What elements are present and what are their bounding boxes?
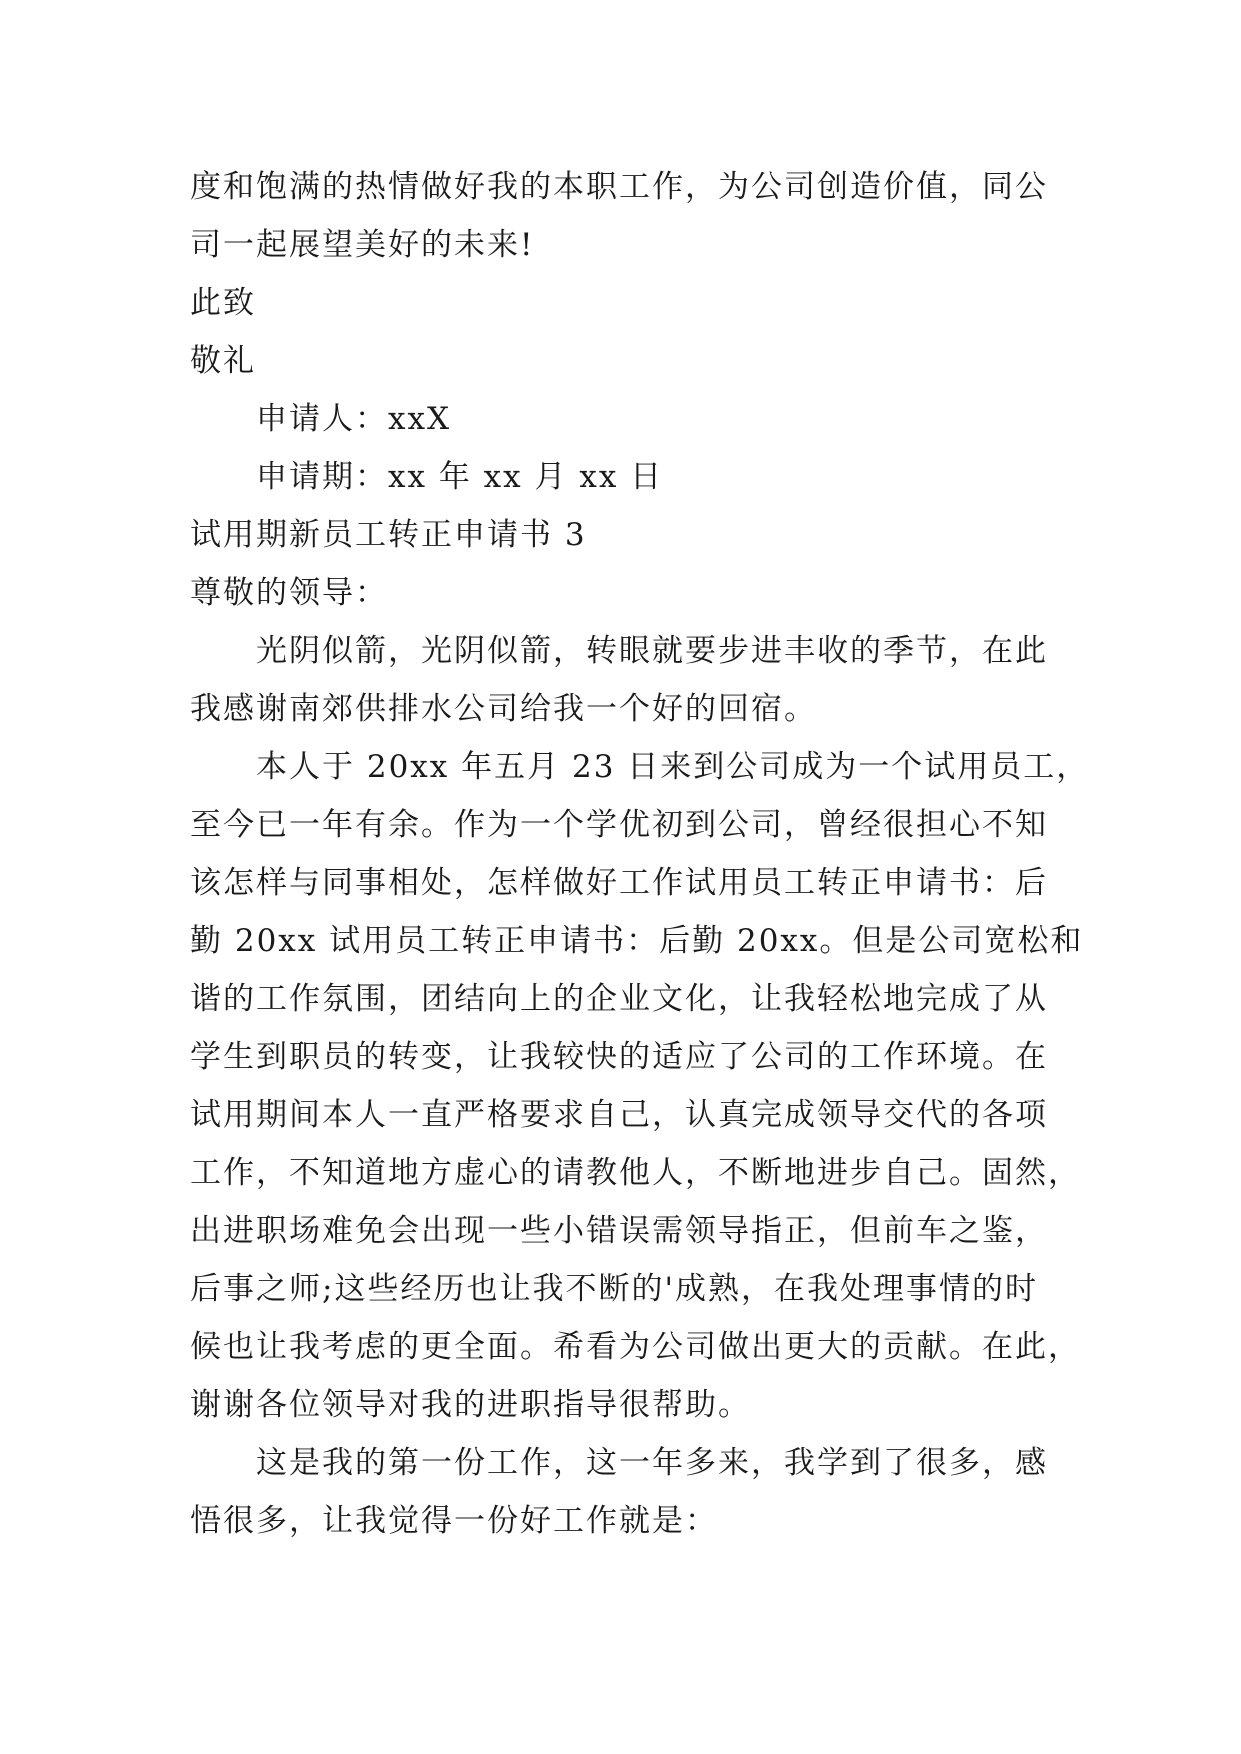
text-line: 光阴似箭，光阴似箭，转眼就要步进丰收的季节，在此	[256, 633, 1048, 669]
closing-salutation: 此致	[190, 285, 256, 321]
greeting: 尊敬的领导：	[190, 575, 388, 611]
text-line: 学生到职员的转变，让我较快的适应了公司的工作环境。在	[190, 1039, 1048, 1075]
text-line: 谢谢各位领导对我的进职指导很帮助。	[190, 1387, 751, 1423]
text-line: 悟很多，让我觉得一份好工作就是：	[190, 1503, 718, 1539]
text-line: 后事之师;这些经历也让我不断的'成熟，在我处理事情的时	[190, 1271, 1038, 1307]
text-line: 工作，不知道地方虚心的请教他人，不断地进步自己。固然，	[190, 1155, 1081, 1191]
text-line: 至今已一年有余。作为一个学优初到公司，曾经很担心不知	[190, 807, 1048, 843]
text-line: 度和饱满的热情做好我的本职工作，为公司创造价值，同公	[190, 169, 1048, 205]
section-title: 试用期新员工转正申请书 3	[190, 517, 587, 553]
text-line: 司一起展望美好的未来!	[190, 227, 535, 263]
document-body	[190, 158, 1090, 1550]
text-line: 我感谢南郊供排水公司给我一个好的回宿。	[190, 691, 817, 727]
application-date-line: 申请期：xx 年 xx 月 xx 日	[256, 459, 664, 495]
text-line: 本人于 20xx 年五月 23 日来到公司成为一个试用员工，	[256, 749, 1090, 785]
text-line: 这是我的第一份工作，这一年多来，我学到了很多，感	[256, 1445, 1048, 1481]
text-line: 候也让我考虑的更全面。希看为公司做出更大的贡献。在此，	[190, 1329, 1081, 1365]
text-line: 勤 20xx 试用员工转正申请书：后勤 20xx。但是公司宽松和	[190, 923, 1084, 959]
closing-regards: 敬礼	[190, 343, 256, 379]
text-line: 谐的工作氛围，团结向上的企业文化，让我轻松地完成了从	[190, 981, 1048, 1017]
text-line: 试用期间本人一直严格要求自己，认真完成领导交代的各项	[190, 1097, 1048, 1133]
applicant-line: 申请人：xxX	[256, 401, 452, 437]
text-line: 该怎样与同事相处，怎样做好工作试用员工转正申请书：后	[190, 865, 1048, 901]
text-line: 出进职场难免会出现一些小错误需领导指正，但前车之鉴，	[190, 1213, 1048, 1249]
